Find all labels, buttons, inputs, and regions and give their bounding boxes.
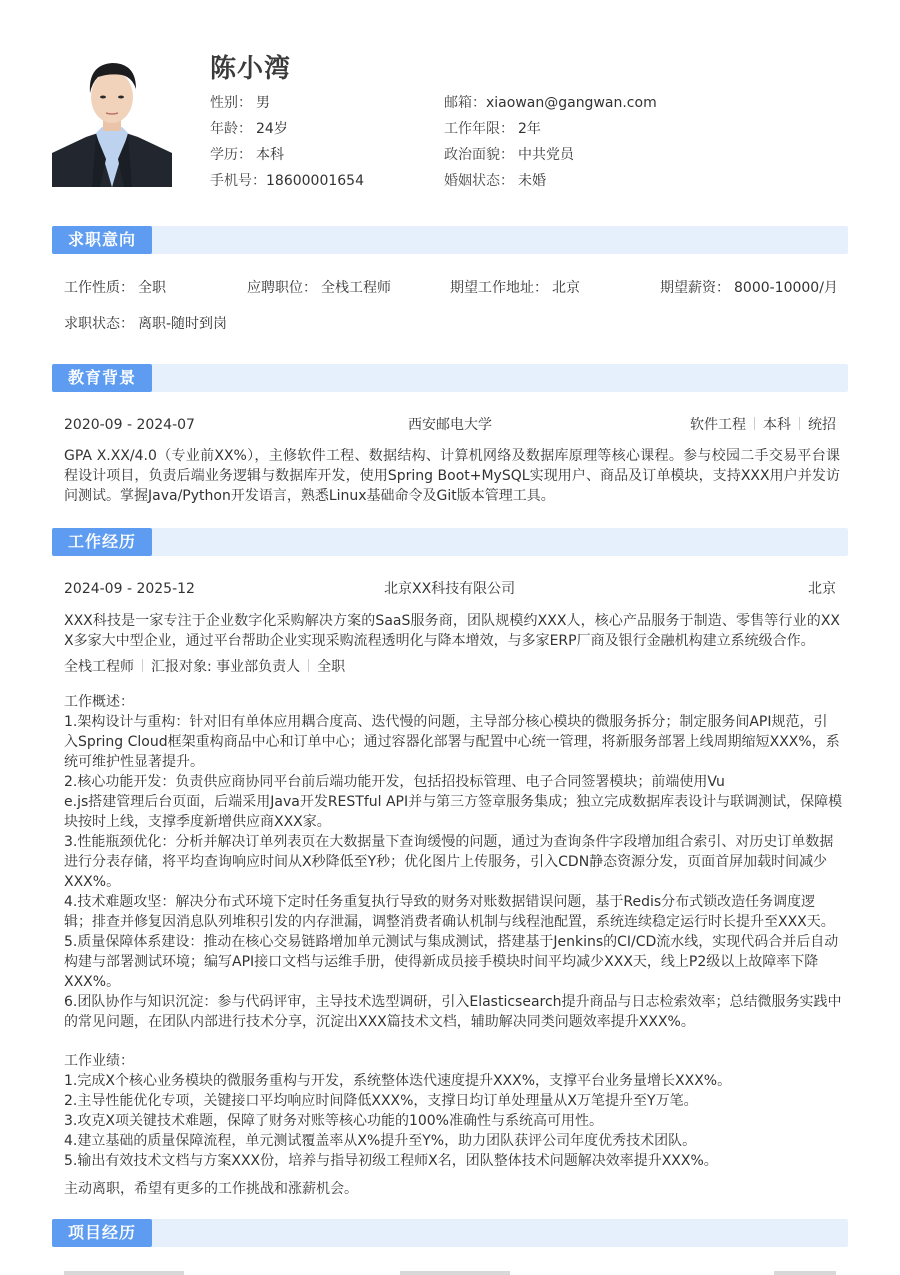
info-gender: [210, 93, 364, 119]
work-tags: [64, 657, 345, 677]
results-title: 工作业绩：: [64, 1053, 134, 1069]
intent-location: [450, 278, 580, 298]
overview-title: 工作概述：: [64, 694, 134, 710]
intent-position: [247, 278, 391, 298]
overview-line: 块按时上线，支撑季度新增供应商XXX家。: [64, 814, 331, 830]
results-line: 3.攻克X项关键技术难题，保障了财务对账等核心功能的100%准确性与系统高可用性。: [64, 1113, 603, 1129]
section-title: 求职意向: [52, 226, 152, 254]
overview-line: 辑；排查并修复因消息队列堆积引发的内存泄漏，调整消费者确认机制与线程池配置，系统连续稳定运行时长提升至XXX天。: [64, 914, 835, 930]
field-label: 期望工作地址：: [450, 280, 548, 296]
section-title: 工作经历: [52, 528, 152, 556]
intent-job-type: [64, 278, 166, 298]
overview-line: 构建与部署测试环境；编写API接口文档与运维手册，使得新成员接手模块时间平均减少XXX天，线上P2级以上故障率下降: [64, 954, 819, 970]
info-value: xiaowan@gangwan.com: [486, 95, 657, 111]
info-value: 男: [256, 95, 270, 111]
field-value: 全栈工程师: [321, 280, 391, 296]
info-value: 24岁: [256, 121, 288, 137]
field-value: 北京: [552, 280, 580, 296]
info-value: 本科: [256, 147, 284, 163]
info-label: 工作年限：: [444, 121, 514, 137]
section-header-project: [52, 1219, 848, 1247]
candidate-name: 陈小湾: [210, 54, 292, 84]
info-email: [444, 93, 657, 119]
divider: [308, 659, 309, 672]
field-label: 期望薪资：: [660, 280, 730, 296]
info-value: 未婚: [518, 173, 546, 189]
avatar-photo: [52, 55, 172, 187]
field-label: 应聘职位：: [247, 280, 317, 296]
overview-line: 6.团队协作与知识沉淀：参与代码评审，主导技术选型调研，引入Elasticsearch提升商品与日志检索效率；总结微服务实践中: [64, 994, 842, 1010]
divider: [754, 417, 755, 430]
basic-info-right: [444, 93, 657, 197]
work-role: 全栈工程师: [64, 659, 134, 675]
education-period: 2020-09 - 2024-07: [64, 417, 195, 433]
info-label: 年龄：: [210, 121, 252, 137]
section-title: 项目经历: [52, 1219, 152, 1247]
info-political-status: [444, 145, 657, 171]
results-line: 1.完成X个核心业务模块的微服务重构与开发，系统整体迭代速度提升XXX%，支撑平台业务量增长XXX%。: [64, 1073, 732, 1089]
work-company: 北京XX科技有限公司: [384, 581, 516, 597]
education-tags: [690, 415, 836, 435]
education-major: 软件工程: [690, 417, 746, 433]
leave-reason: 主动离职，希望有更多的工作挑战和涨薪机会。: [64, 1181, 358, 1197]
field-value: 离职-随时到岗: [138, 316, 228, 332]
results-line: 5.输出有效技术文档与方案XXX份，培养与指导初级工程师X名，团队整体技术问题解决效率提升XXX%。: [64, 1153, 718, 1169]
info-marital-status: [444, 171, 657, 197]
overview-line: 进行分表存储，将平均查询响应时间从X秒降低至Y秒；优化图片上传服务，引入CDN静态资源分发，页面首屏加载时间减少: [64, 854, 828, 870]
overview-line: 2.核心功能开发：负责供应商协同平台前后端功能开发，包括招投标管理、电子合同签署模块；前端使用Vu: [64, 774, 725, 790]
intent-salary: [660, 278, 838, 298]
overview-line: e.js搭建管理后台页面，后端采用Java开发RESTful API并与第三方签章服务集成；独立完成数据库表设计与联调测试，保障模: [64, 794, 843, 810]
info-value: 中共党员: [518, 147, 574, 163]
work-city: 北京: [808, 581, 836, 597]
education-degree: 本科: [763, 417, 791, 433]
field-label: 求职状态：: [64, 316, 134, 332]
info-label: 邮箱：: [444, 95, 486, 111]
work-report-to: 汇报对象: 事业部负责人: [151, 659, 301, 675]
education-description: GPA X.XX/4.0（专业前XX%），主修软件工程、数据结构、计算机网络及数据库原理等核心课程。参与校园二手交易平台课程设计项目，负责后端业务逻辑与数据库开发，使用Spring Boot+MySQL实现用户、商品及订单模块，支持XXX用户并发访问测试。掌握Java/Python开发语言，熟悉Linux基础命令及Git版本管理工具。: [64, 448, 840, 504]
info-age: [210, 119, 364, 145]
info-label: 性别：: [210, 95, 252, 111]
project-role-clipped: [774, 1271, 836, 1275]
section-header-intent: [52, 226, 848, 254]
info-phone: [210, 171, 364, 197]
divider: [799, 417, 800, 430]
overview-line: 4.技术难题攻坚：解决分布式环境下定时任务重复执行导致的财务对账数据错误问题，基于Redis分布式锁改造任务调度逻: [64, 894, 816, 910]
overview-line: 的常见问题，在团队内部进行技术分享，沉淀出XXX篇技术文档，辅助解决同类问题效率提升XXX%。: [64, 1014, 695, 1030]
info-value: 2年: [518, 121, 541, 137]
field-value: 全职: [138, 280, 166, 296]
info-degree: [210, 145, 364, 171]
work-type: 全职: [317, 659, 346, 675]
info-label: 政治面貌：: [444, 147, 514, 163]
info-label: 婚姻状态：: [444, 173, 514, 189]
education-enrollment: 统招: [808, 417, 836, 433]
education-school: 西安邮电大学: [408, 417, 492, 433]
info-label: 手机号：: [210, 173, 266, 189]
work-period: 2024-09 - 2025-12: [64, 581, 195, 597]
info-label: 学历：: [210, 147, 252, 163]
overview-line: 入Spring Cloud框架重构商品中心和订单中心；通过容器化部署与配置中心统一管理，将新服务部署上线周期缩短XXX%，系: [64, 734, 840, 750]
field-label: 工作性质：: [64, 280, 134, 296]
overview-line: XXX%。: [64, 874, 121, 890]
field-value: 8000-10000/月: [734, 280, 838, 296]
overview-line: 统可维护性显著提升。: [64, 754, 204, 770]
overview-line: 1.架构设计与重构：针对旧有单体应用耦合度高、迭代慢的问题，主导部分核心模块的微服务拆分；制定服务间API规范，引: [64, 714, 828, 730]
results-line: 4.建立基础的质量保障流程，单元测试覆盖率从X%提升至Y%，助力团队获评公司年度优秀技术团队。: [64, 1133, 697, 1149]
section-header-work: [52, 528, 848, 556]
section-header-education: [52, 364, 848, 392]
section-title: 教育背景: [52, 364, 152, 392]
intent-status: [64, 314, 227, 334]
company-intro: XXX科技是一家专注于企业数字化采购解决方案的SaaS服务商，团队规模约XXX人，核心产品服务于制造、零售等行业的XXX多家大中型企业，通过平台帮助企业实现采购流程透明化与降本增效，与多家ERP厂商及银行金融机构建立系统级合作。: [64, 613, 840, 649]
person-portrait-icon: [52, 55, 172, 187]
overview-line: 5.质量保障体系建设：推动在核心交易链路增加单元测试与集成测试，搭建基于Jenkins的CI/CD流水线，实现代码合并后自动: [64, 934, 839, 950]
results-line: 2.主导性能优化专项，关键接口平均响应时间降低XXX%，支撑日均订单处理量从X万笔提升至Y万笔。: [64, 1093, 698, 1109]
info-work-years: [444, 119, 657, 145]
project-name-clipped: [400, 1271, 510, 1275]
divider: [142, 659, 143, 672]
overview-line: XXX%。: [64, 974, 121, 990]
overview-line: 3.性能瓶颈优化：分析并解决订单列表页在大数据量下查询缓慢的问题，通过为查询条件字段增加组合索引、对历史订单数据: [64, 834, 834, 850]
project-period-clipped: [64, 1271, 184, 1275]
info-value: 18600001654: [266, 173, 364, 189]
basic-info-left: [210, 93, 364, 197]
